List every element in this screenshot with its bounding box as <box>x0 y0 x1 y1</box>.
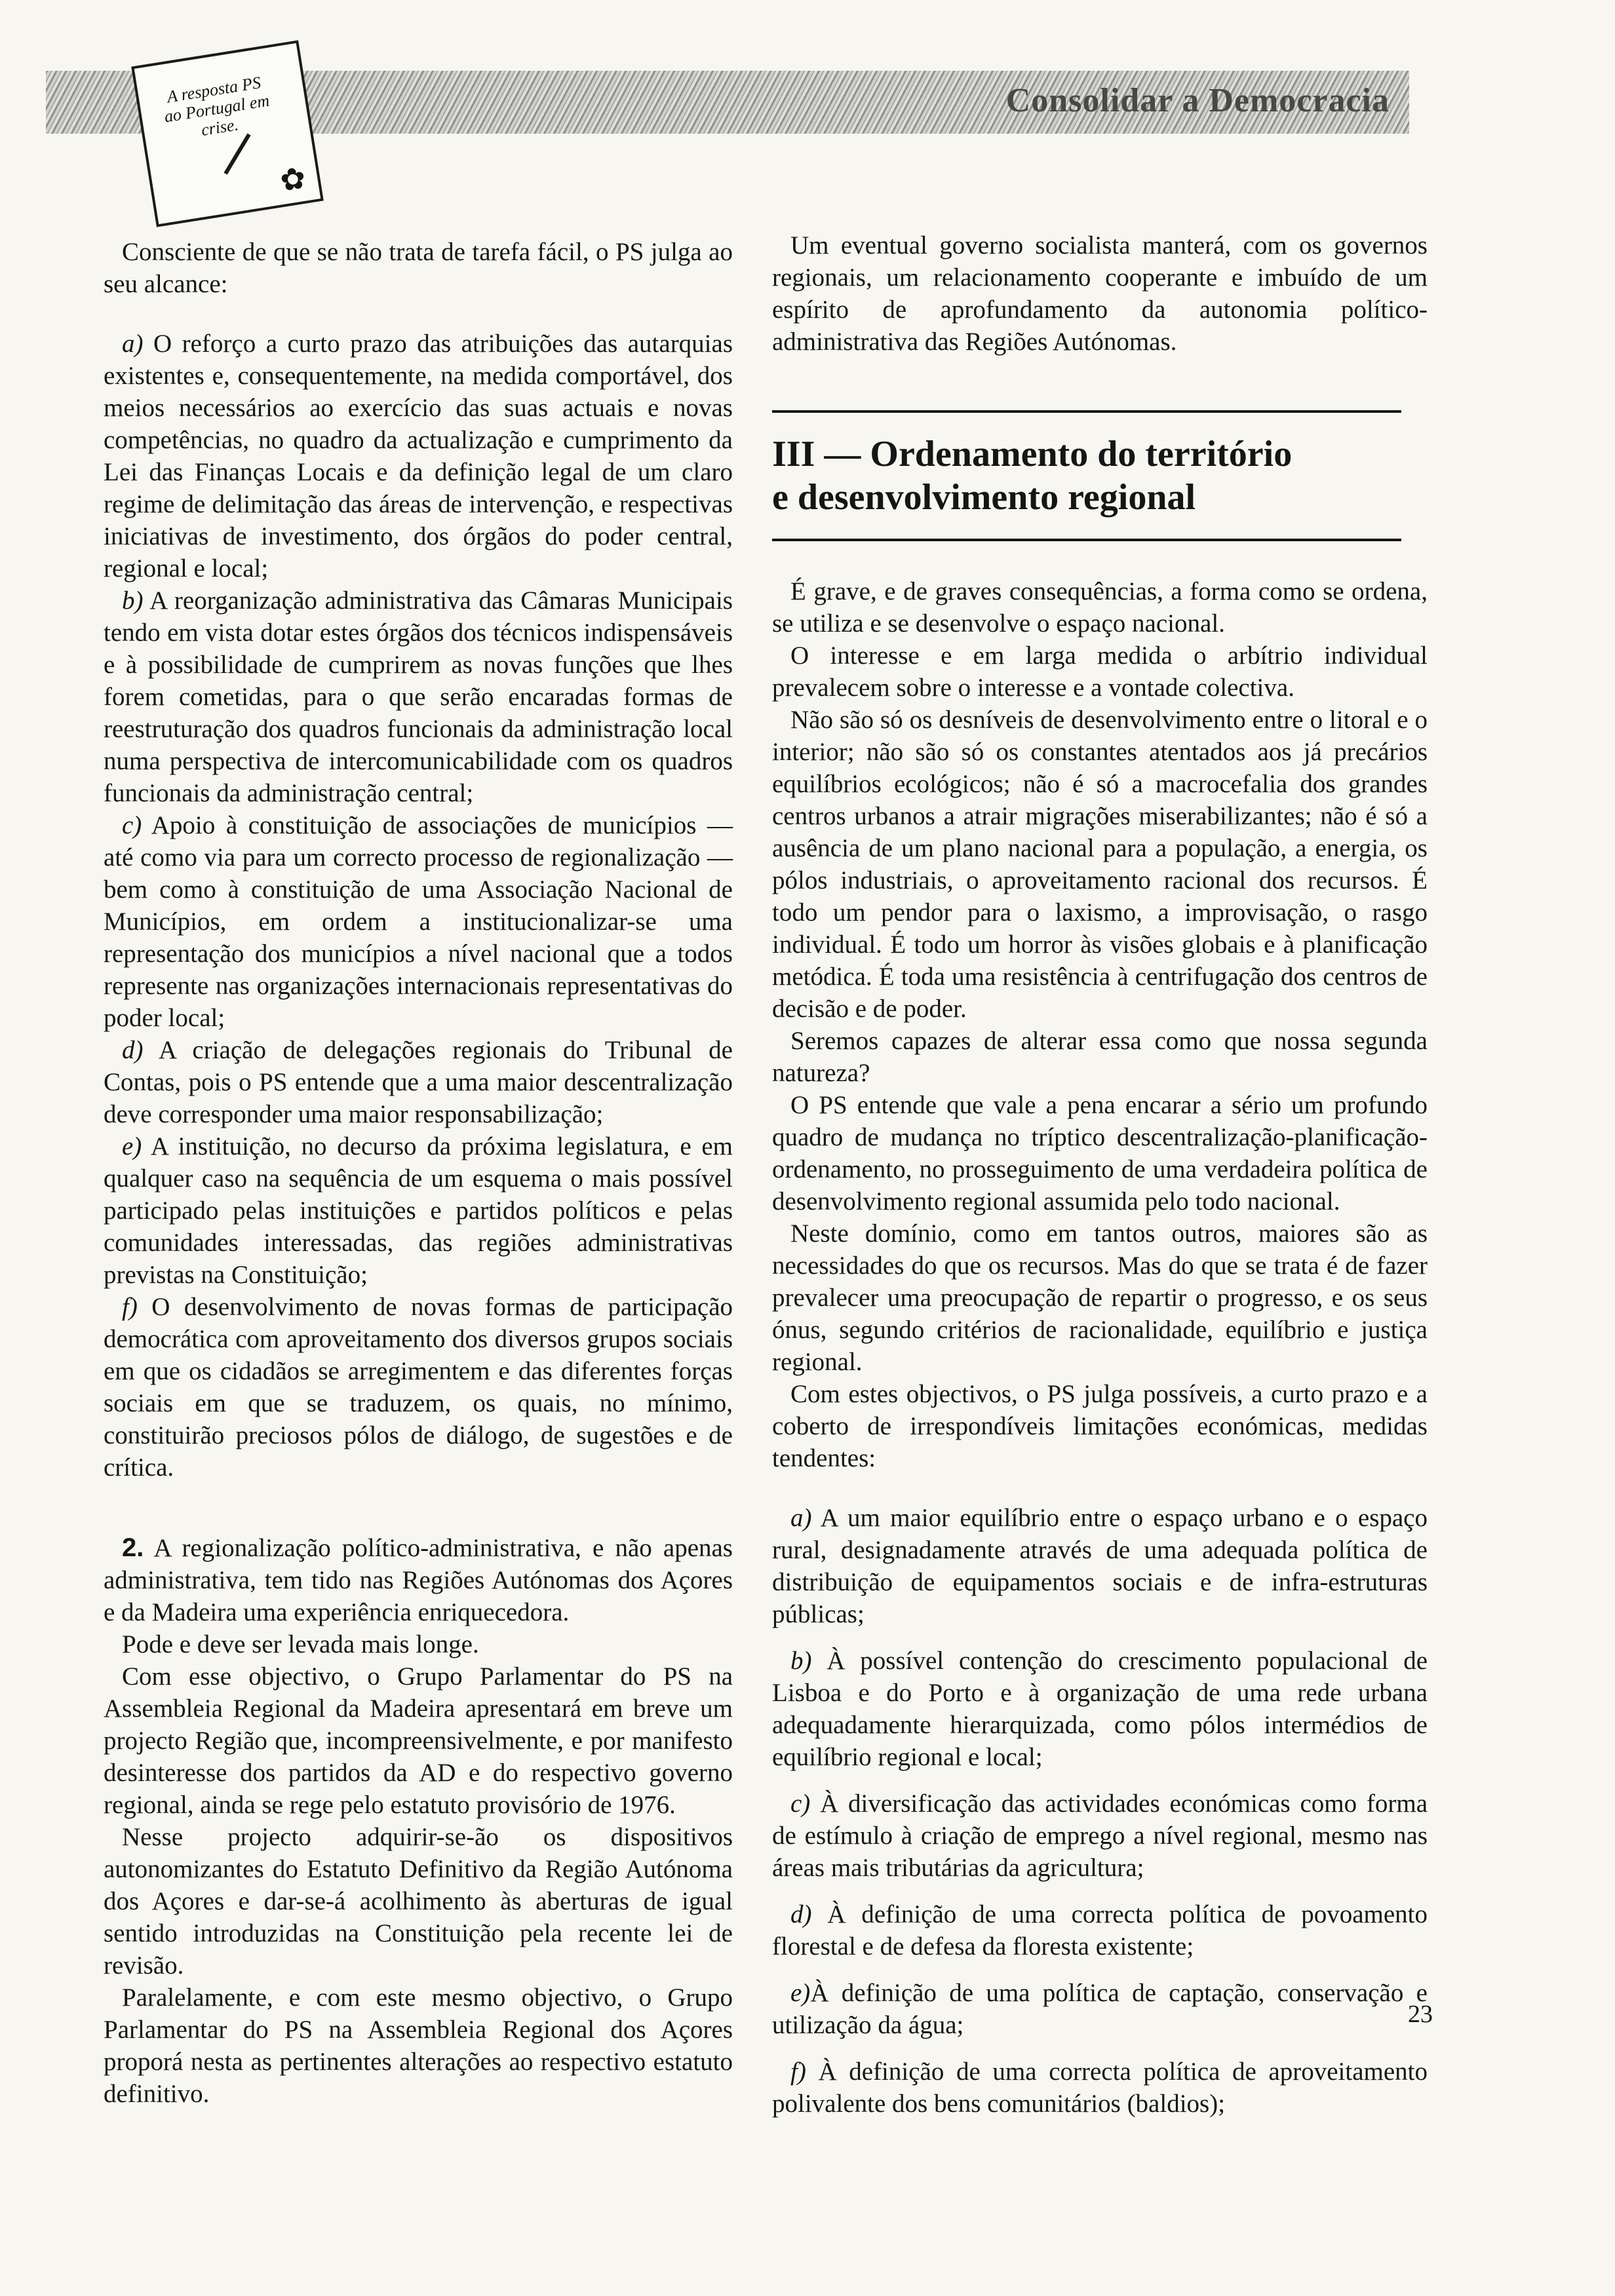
paragraph: Paralelamente, e com este mesmo objectivo, o Grupo Parlamentar do PS na Assembleia Regional dos Açores proporá nesta as pertinentes alterações ao respectivo estatuto definitivo. <box>104 1983 733 2108</box>
pen-icon <box>224 133 250 174</box>
left-column <box>104 236 733 2110</box>
list-item: c) À diversificação das actividades económicas como forma de estímulo à criação de emprego a nível regional, mesmo nas áreas mais tributárias da agricultura; <box>772 1789 1428 1882</box>
paragraph: Neste domínio, como em tantos outros, maiores são as necessidades do que os recursos. Mas do que se trata é de fazer prevalecer uma preocupação de repartir o progresso, e os seus ónus, segundo critérios de racionalidade, equilíbrio e justiça regional. <box>772 1219 1428 1376</box>
list-item: e) A instituição, no decurso da próxima legislatura, e em qualquer caso na sequência de um esquema o mais possível participado pelas instituições e partidos políticos e pelas comunidades interessadas, das regiões administrativas previstas na Constituição; <box>104 1132 733 1289</box>
list-item: d) A criação de delegações regionais do Tribunal de Contas, pois o PS entende que a uma maior descentralização deve corresponder uma maior responsabilização; <box>104 1036 733 1128</box>
logo-badge-text: A resposta PS ao Portugal em crise. <box>163 73 271 140</box>
list-item: a) O reforço a curto prazo das atribuições das autarquias existentes e, consequentemente, na medida comportável, dos meios necessários ao exercício das suas actuais e novas competências, no quadro da actualização e cumprimento da Lei das Finanças Locais e da definição legal de um claro regime de delimitação das áreas de intervenção, e respectivas iniciativas de investimento, dos órgãos do poder central, regional e local; <box>104 330 733 583</box>
logo-badge <box>131 40 324 227</box>
list-item: f) O desenvolvimento de novas formas de participação democrática com aproveitamento dos diversos grupos sociais em que os cidadãos se arregimentem e das diferentes forças sociais em que se traduzem, os quais, no mínimo, constituirão preciosos pólos de diálogo, de sugestões e de crítica. <box>104 1293 733 1482</box>
section-rule-top <box>772 410 1401 413</box>
banner-label: Consolidar a Democracia <box>1005 82 1390 119</box>
point-2-paragraph: 2. A regionalização político-administrativa, e não apenas administrativa, tem tido nas Regiões Autónomas dos Açores e da Madeira uma experiência enriquecedora. <box>104 1533 733 1626</box>
paragraph: Com estes objectivos, o PS julga possíveis, a curto prazo e a coberto de irrespondíveis limitações económicas, medidas tendentes: <box>772 1380 1428 1472</box>
left-intro: Consciente de que se não trata de tarefa fácil, o PS julga ao seu alcance: <box>104 238 733 298</box>
opening-paragraph: Um eventual governo socialista manterá, com os governos regionais, um relacionamento cooperante e imbuído de um espírito de aprofundamento da autonomia político-administrativa das Regiões Autónomas. <box>772 231 1428 356</box>
paragraph: É grave, e de graves consequências, a forma como se ordena, se utiliza e se desenvolve o espaço nacional. <box>772 577 1428 638</box>
list-item: b) À possível contenção do crescimento populacional de Lisboa e do Porto e à organização de uma rede urbana adequadamente hierarquizada, como pólos intermédios de equilíbrio regional e local; <box>772 1647 1428 1771</box>
paragraph: Nesse projecto adquirir-se-ão os dispositivos autonomizantes do Estatuto Definitivo da Região Autónoma dos Açores e dar-se-á acolhimento às aberturas de igual sentido introduzidas na Constituição pela recente lei de revisão. <box>104 1823 733 1980</box>
paragraph: O interesse e em larga medida o arbítrio individual prevalecem sobre o interesse e a vontade colectiva. <box>772 641 1428 702</box>
point-number: 2. <box>122 1533 144 1562</box>
paragraph: O PS entende que vale a pena encarar a sério um profundo quadro de mudança no tríptico descentralização-planificação-ordenamento, no prosseguimento de uma verdadeira política de desenvolvimento regional assumida pelo todo nacional. <box>772 1091 1428 1215</box>
paragraph: Não são só os desníveis de desenvolvimento entre o litoral e o interior; não são só os constantes atentados aos já precários equilíbrios ecológicos; não é só a macrocefalia dos grandes centros urbanos a atrair migrações miserabilizantes; não é só a ausência de um plano nacional para a população, a energia, os pólos industriais, o aproveitamento racional dos recursos. É todo um pendor para o laxismo, a improvisação, o rasgo individual. É todo um horror às visões globais e à planificação metódica. É toda uma resistência à centrifugação dos centros de decisão e de poder. <box>772 706 1428 1023</box>
paragraph: Seremos capazes de alterar essa como que nossa segunda natureza? <box>772 1027 1428 1087</box>
list-item: a) A um maior equilíbrio entre o espaço urbano e o espaço rural, designadamente através de uma adequada política de distribuição de equipamentos sociais e de infra-estruturas públicas; <box>772 1504 1428 1628</box>
list-item: d) À definição de uma correcta política de povoamento florestal e de defesa da floresta existente; <box>772 1900 1428 1961</box>
paragraph: Com esse objectivo, o Grupo Parlamentar do PS na Assembleia Regional da Madeira apresentará em breve um projecto Região que, incompreensivelmente, e por manifesto desinteresse dos partidos da AD e do respectivo governo regional, ainda se rege pelo estatuto provisório de 1976. <box>104 1662 733 1819</box>
page-number: 23 <box>1408 2000 1433 2028</box>
rose-icon: ✿ <box>277 161 308 198</box>
paragraph: Pode e deve ser levada mais longe. <box>122 1630 479 1658</box>
section-rule-bottom <box>772 539 1401 541</box>
section-title: III — Ordenamento do território e desenvolvimento regional <box>772 434 1293 518</box>
right-column <box>772 229 1428 2120</box>
list-item: e)À definição de uma política de captação, conservação e utilização da água; <box>772 1979 1428 2039</box>
list-item: f) À definição de uma correcta política de aproveitamento polivalente dos bens comunitários (baldios); <box>772 2057 1428 2118</box>
list-item: c) Apoio à constituição de associações de municípios — até como via para um correcto processo de regionalização — bem como à constituição de uma Associação Nacional de Municípios, em ordem a institucionalizar-se uma representação dos municípios a nível nacional que a todos represente nas organizações internacionais representativas do poder local; <box>104 811 733 1032</box>
list-item: b) A reorganização administrativa das Câmaras Municipais tendo em vista dotar estes órgãos dos técnicos indispensáveis e à possibilidade de cumprirem as novas funções que lhes forem cometidas, para o que serão encaradas formas de reestruturação dos quadros funcionais da administração local numa perspectiva de intercomunicabilidade com os quadros funcionais da administração central; <box>104 586 733 807</box>
